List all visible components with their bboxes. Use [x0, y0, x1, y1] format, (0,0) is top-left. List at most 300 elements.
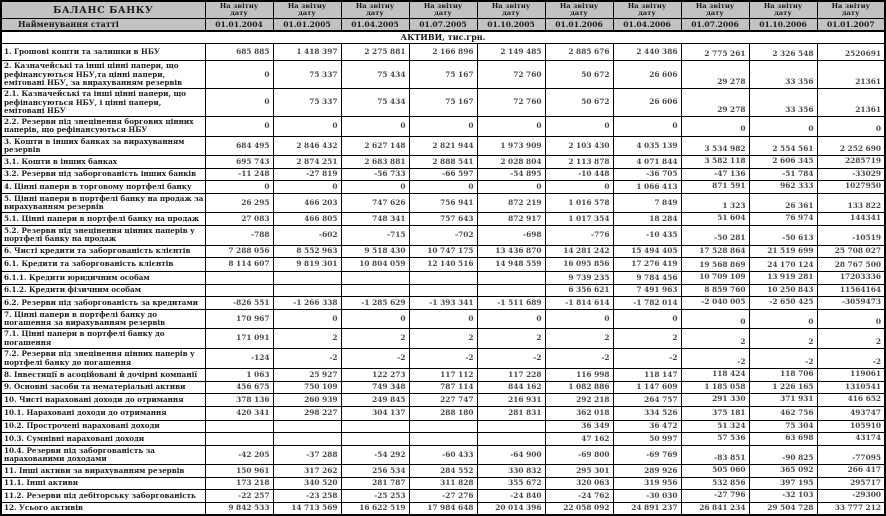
value-cell: 1 016 578 — [545, 193, 613, 213]
value-cell — [409, 433, 477, 446]
assets-section-row — [1, 31, 885, 44]
value-cell: 17 984 648 — [409, 502, 477, 515]
value-cell — [341, 272, 409, 285]
report-date-line1: На звітну — [355, 2, 395, 10]
report-date-header — [749, 1, 817, 19]
table-row-3 — [1, 136, 885, 156]
value-cell: -10 448 — [545, 168, 613, 181]
value-cell: 22 058 092 — [545, 502, 613, 515]
value-cell: 21 519 699 — [749, 245, 817, 258]
row-label: 10.3. Сумнівні нараховані доходи — [1, 433, 205, 446]
value-cell: 43174 — [817, 433, 885, 446]
value-cell: -24 840 — [477, 490, 545, 503]
report-date-line2: дату — [230, 9, 248, 18]
row-label: 6. Чисті кредити та заборгованість клієнтів — [1, 245, 205, 258]
value-cell — [409, 284, 477, 297]
date-header: 01.01.2005 — [273, 19, 341, 32]
value-cell: 10 250 843 — [749, 284, 817, 297]
value-cell: 0 — [409, 309, 477, 329]
value-cell: 27 083 — [205, 213, 273, 226]
value-cell: -37 288 — [273, 445, 341, 465]
value-cell: 3 534 982 — [681, 136, 749, 156]
value-cell: -2 — [409, 349, 477, 369]
value-cell: 749 348 — [341, 381, 409, 394]
table-row-6.1 — [1, 258, 885, 272]
value-cell: 133 822 — [817, 193, 885, 213]
report-date-header — [817, 1, 885, 19]
row-label: 9. Основні засоби та нематеріальні активи — [1, 381, 205, 394]
value-cell: 2 103 430 — [545, 136, 613, 156]
value-cell — [205, 420, 273, 433]
value-cell: 0 — [205, 181, 273, 194]
value-cell: -826 551 — [205, 297, 273, 310]
value-cell: 748 341 — [341, 213, 409, 226]
value-cell — [205, 272, 273, 285]
value-cell: 14 281 242 — [545, 245, 613, 258]
value-cell: 28 767 500 — [817, 258, 885, 272]
report-date-header — [341, 1, 409, 19]
value-cell — [273, 284, 341, 297]
value-cell: 116 998 — [545, 369, 613, 382]
date-header: 01.07.2005 — [409, 19, 477, 32]
value-cell: 26 841 234 — [681, 502, 749, 515]
row-label: 5. Цінні папери в портфелі банку на продаж за вирахуванням резервів — [1, 193, 205, 213]
value-cell: 256 534 — [341, 465, 409, 478]
value-cell: 0 — [273, 309, 341, 329]
value-cell: -47 136 — [681, 168, 749, 181]
value-cell: 0 — [341, 309, 409, 329]
value-cell: 378 136 — [205, 394, 273, 407]
value-cell — [409, 420, 477, 433]
value-cell: 416 652 — [817, 394, 885, 407]
value-cell: 0 — [477, 181, 545, 194]
value-cell: 0 — [341, 117, 409, 137]
value-cell: 362 018 — [545, 406, 613, 420]
table-row-4 — [1, 181, 885, 194]
value-cell: -2 — [545, 349, 613, 369]
value-cell: 371 931 — [749, 394, 817, 407]
row-label: 3. Кошти в інших банках за вирахуванням резервів — [1, 136, 205, 156]
value-cell: -69 769 — [613, 445, 681, 465]
value-cell: 117 112 — [409, 369, 477, 382]
value-cell: 118 147 — [613, 369, 681, 382]
value-cell: 29 504 728 — [749, 502, 817, 515]
value-cell: -23 258 — [273, 490, 341, 503]
value-cell — [409, 272, 477, 285]
value-cell: 1 323 — [681, 193, 749, 213]
value-cell: 75 434 — [341, 61, 409, 89]
value-cell: 75 167 — [409, 61, 477, 89]
value-cell: 76 974 — [749, 213, 817, 226]
value-cell: 1 185 058 — [681, 381, 749, 394]
value-cell: 317 262 — [273, 465, 341, 478]
value-cell: 0 — [273, 181, 341, 194]
row-label: 2.1. Казначейські та інші цінні папери, що рефінансуються НБУ, і цінні папери, емітовані НБУ — [1, 89, 205, 117]
value-cell: 29 278 — [681, 61, 749, 89]
row-label: 1. Грошові кошти та залишки в НБУ — [1, 44, 205, 61]
report-date-line1: На звітну — [219, 2, 259, 10]
table-row-7.1 — [1, 329, 885, 349]
value-cell: 0 — [817, 117, 885, 137]
date-header: 01.07.2006 — [681, 19, 749, 32]
report-date-line2: дату — [774, 9, 792, 18]
assets-section-label: АКТИВИ, тис.грн. — [1, 31, 885, 44]
row-label: 7. Цінні папери в портфелі банку до погашення за вирахуванням резервів — [1, 309, 205, 329]
value-cell: 0 — [681, 117, 749, 137]
table-row-2 — [1, 61, 885, 89]
value-cell: 2 149 485 — [477, 44, 545, 61]
value-cell: 10 747 175 — [409, 245, 477, 258]
value-cell: 6 356 621 — [545, 284, 613, 297]
table-row-1 — [1, 44, 885, 61]
value-cell: 118 706 — [749, 369, 817, 382]
date-header: 01.10.2005 — [477, 19, 545, 32]
value-cell: -77095 — [817, 445, 885, 465]
value-cell: 7 491 963 — [613, 284, 681, 297]
value-cell: 2 554 561 — [749, 136, 817, 156]
table-row-3.2 — [1, 168, 885, 181]
value-cell: 0 — [205, 89, 273, 117]
value-cell: 0 — [205, 61, 273, 89]
row-label: 12. Усього активів — [1, 502, 205, 515]
value-cell: 14 948 559 — [477, 258, 545, 272]
value-cell: 340 520 — [273, 477, 341, 490]
value-cell: -30 030 — [613, 490, 681, 503]
value-cell: -27 819 — [273, 168, 341, 181]
value-cell: 0 — [205, 117, 273, 137]
table-row-6.1.2 — [1, 284, 885, 297]
value-cell: 18 284 — [613, 213, 681, 226]
value-cell: 2 440 386 — [613, 44, 681, 61]
value-cell: 320 063 — [545, 477, 613, 490]
value-cell: 122 273 — [341, 369, 409, 382]
value-cell: 0 — [409, 181, 477, 194]
value-cell: 9 819 301 — [273, 258, 341, 272]
table-row-2.2 — [1, 117, 885, 137]
value-cell: 1027950 — [817, 181, 885, 194]
value-cell: -2 040 005 — [681, 297, 749, 310]
table-row-11.2 — [1, 490, 885, 503]
value-cell: 1 147 609 — [613, 381, 681, 394]
value-cell: 26 606 — [613, 61, 681, 89]
value-cell: 2 166 896 — [409, 44, 477, 61]
value-cell: 17 276 419 — [613, 258, 681, 272]
row-label: 10.4. Резерви під заборгованість за нарахованими доходами — [1, 445, 205, 465]
value-cell: 2 — [749, 329, 817, 349]
value-cell: 844 162 — [477, 381, 545, 394]
value-cell: -2 — [477, 349, 545, 369]
row-label: 2.2. Резерви під знецінення боргових цінних паперів, що рефінансуються НБУ — [1, 117, 205, 137]
value-cell: 0 — [545, 117, 613, 137]
date-header: 01.04.2005 — [341, 19, 409, 32]
value-cell: 284 552 — [409, 465, 477, 478]
report-date-line1: На звітну — [831, 2, 870, 10]
value-cell: 0 — [273, 117, 341, 137]
value-cell: 0 — [749, 117, 817, 137]
report-date-line2: дату — [706, 9, 724, 18]
value-cell — [341, 284, 409, 297]
value-cell: 2 — [273, 329, 341, 349]
table-row-11.1 — [1, 477, 885, 490]
report-date-header — [545, 1, 613, 19]
value-cell: 2 028 804 — [477, 156, 545, 169]
value-cell: 330 832 — [477, 465, 545, 478]
row-label: 10.1. Нараховані доходи до отримання — [1, 406, 205, 420]
table-row-12 — [1, 502, 885, 515]
value-cell: -36 705 — [613, 168, 681, 181]
value-cell: -10519 — [817, 225, 885, 245]
value-cell: -715 — [341, 225, 409, 245]
value-cell: -64 900 — [477, 445, 545, 465]
value-cell: 295 301 — [545, 465, 613, 478]
table-row-10 — [1, 394, 885, 407]
date-header: 01.01.2007 — [817, 19, 885, 32]
value-cell: 295717 — [817, 477, 885, 490]
row-label: 7.2. Резерви під знецінення цінних паперів у портфелі банку до погашення — [1, 349, 205, 369]
value-cell: -10 435 — [613, 225, 681, 245]
row-label: 6.1.2. Кредити фізичним особам — [1, 284, 205, 297]
value-cell: 3 582 118 — [681, 156, 749, 169]
report-date-header — [613, 1, 681, 19]
report-date-line2: дату — [570, 9, 588, 18]
row-label: 11.1. Інші активи — [1, 477, 205, 490]
value-cell: 72 760 — [477, 89, 545, 117]
value-cell: -2 — [613, 349, 681, 369]
value-cell — [205, 433, 273, 446]
value-cell: 1 418 397 — [273, 44, 341, 61]
value-cell: 17203336 — [817, 272, 885, 285]
value-cell: -22 257 — [205, 490, 273, 503]
value-cell: 756 941 — [409, 193, 477, 213]
value-cell: 0 — [477, 309, 545, 329]
report-date-line1: На звітну — [695, 2, 735, 10]
value-cell — [273, 433, 341, 446]
value-cell: -24 762 — [545, 490, 613, 503]
report-date-header — [205, 1, 273, 19]
value-cell: 0 — [681, 309, 749, 329]
value-cell: 14 713 569 — [273, 502, 341, 515]
report-date-line1: На звітну — [559, 2, 599, 10]
value-cell: 9 842 533 — [205, 502, 273, 515]
value-cell: 63 698 — [749, 433, 817, 446]
row-label: 6.2. Резерви під заборгованість за кредитами — [1, 297, 205, 310]
dates-header-row — [1, 19, 885, 32]
value-cell: 50 997 — [613, 433, 681, 446]
value-cell: -2 — [341, 349, 409, 369]
value-cell: -60 433 — [409, 445, 477, 465]
value-cell: 2 326 548 — [749, 44, 817, 61]
value-cell: 33 777 212 — [817, 502, 885, 515]
value-cell: -124 — [205, 349, 273, 369]
value-cell: 171 091 — [205, 329, 273, 349]
value-cell: 466 203 — [273, 193, 341, 213]
value-cell: -2 — [749, 349, 817, 369]
value-cell: 26 606 — [613, 89, 681, 117]
row-label: 10. Чисті нараховані доходи до отримання — [1, 394, 205, 407]
value-cell: 0 — [817, 309, 885, 329]
value-cell: 144341 — [817, 213, 885, 226]
row-label: 4. Цінні папери в торговому портфелі банку — [1, 181, 205, 194]
value-cell: 466 805 — [273, 213, 341, 226]
value-cell: 25 927 — [273, 369, 341, 382]
value-cell: 0 — [545, 181, 613, 194]
value-cell: -54 895 — [477, 168, 545, 181]
value-cell: 365 092 — [749, 465, 817, 478]
value-cell: 1310541 — [817, 381, 885, 394]
value-cell: 118 424 — [681, 369, 749, 382]
value-cell: 420 341 — [205, 406, 273, 420]
date-header: 01.01.2004 — [205, 19, 273, 32]
row-label: 5.2. Резерви під знецінення цінних паперів у портфелі банку на продаж — [1, 225, 205, 245]
value-cell: -66 597 — [409, 168, 477, 181]
value-cell: 4 071 844 — [613, 156, 681, 169]
value-cell: 532 856 — [681, 477, 749, 490]
date-header: 01.04.2006 — [613, 19, 681, 32]
value-cell: 57 536 — [681, 433, 749, 446]
value-cell: -2 — [273, 349, 341, 369]
value-cell: 493747 — [817, 406, 885, 420]
row-label: 6.1.1. Кредити юридичним особам — [1, 272, 205, 285]
value-cell: -51 784 — [749, 168, 817, 181]
table-body — [1, 31, 885, 515]
value-cell: 51 324 — [681, 420, 749, 433]
value-cell: -1 511 689 — [477, 297, 545, 310]
value-cell: 872 917 — [477, 213, 545, 226]
value-cell: 2 — [409, 329, 477, 349]
report-date-header-row — [1, 1, 885, 19]
report-date-line1: На звітну — [287, 2, 327, 10]
value-cell: 684 495 — [205, 136, 273, 156]
value-cell — [341, 433, 409, 446]
row-label: 7.1. Цінні папери в портфелі банку до погашення — [1, 329, 205, 349]
value-cell: 2 275 881 — [341, 44, 409, 61]
report-date-line2: дату — [298, 9, 316, 18]
value-cell: 2 606 345 — [749, 156, 817, 169]
value-cell: 24 170 124 — [749, 258, 817, 272]
value-cell: 685 885 — [205, 44, 273, 61]
date-header: 01.01.2006 — [545, 19, 613, 32]
value-cell: 2 — [817, 329, 885, 349]
value-cell: 456 675 — [205, 381, 273, 394]
value-cell: -42 205 — [205, 445, 273, 465]
value-cell: 1 082 886 — [545, 381, 613, 394]
value-cell: 375 181 — [681, 406, 749, 420]
value-cell: 0 — [477, 117, 545, 137]
value-cell: 2 — [341, 329, 409, 349]
value-cell: 260 939 — [273, 394, 341, 407]
value-cell: 12 140 516 — [409, 258, 477, 272]
value-cell: 20 014 396 — [477, 502, 545, 515]
value-cell: 281 787 — [341, 477, 409, 490]
value-cell: 2 — [681, 329, 749, 349]
value-cell: -90 825 — [749, 445, 817, 465]
value-cell: 249 845 — [341, 394, 409, 407]
value-cell: 9 739 235 — [545, 272, 613, 285]
value-cell: 173 218 — [205, 477, 273, 490]
value-cell: 10 709 109 — [681, 272, 749, 285]
value-cell: -50 281 — [681, 225, 749, 245]
value-cell: -2 — [817, 349, 885, 369]
report-date-line1: На звітну — [491, 2, 531, 10]
value-cell: -2 650 425 — [749, 297, 817, 310]
value-cell: 747 626 — [341, 193, 409, 213]
table-row-10.4 — [1, 445, 885, 465]
value-cell: 7 849 — [613, 193, 681, 213]
value-cell: 2 683 881 — [341, 156, 409, 169]
table-row-10.2 — [1, 420, 885, 433]
value-cell: 1 066 413 — [613, 181, 681, 194]
value-cell: 0 — [613, 309, 681, 329]
value-cell: 36 349 — [545, 420, 613, 433]
value-cell: 334 526 — [613, 406, 681, 420]
value-cell: -32 103 — [749, 490, 817, 503]
date-header: 01.10.2006 — [749, 19, 817, 32]
value-cell: 50 672 — [545, 61, 613, 89]
value-cell: 216 931 — [477, 394, 545, 407]
value-cell: 0 — [409, 117, 477, 137]
row-label: 2. Казначейські та інші цінні папери, що рефінансуються НБУ,та цінні папери, емітовані НБУ, за вирахуванням резервів — [1, 61, 205, 89]
value-cell: -788 — [205, 225, 273, 245]
value-cell — [477, 284, 545, 297]
table-row-9 — [1, 381, 885, 394]
value-cell: 266 417 — [817, 465, 885, 478]
report-date-header — [681, 1, 749, 19]
value-cell: 2 252 690 — [817, 136, 885, 156]
value-cell: 397 195 — [749, 477, 817, 490]
value-cell: 2 113 878 — [545, 156, 613, 169]
value-cell: 2 885 676 — [545, 44, 613, 61]
row-label: 11. Інші активи за вирахуванням резервів — [1, 465, 205, 478]
value-cell: 288 180 — [409, 406, 477, 420]
report-date-line2: дату — [434, 9, 452, 18]
value-cell: 9 518 430 — [341, 245, 409, 258]
value-cell: 289 926 — [613, 465, 681, 478]
value-cell: 695 743 — [205, 156, 273, 169]
table-header — [1, 1, 885, 31]
row-label: 11.2. Резерви під дебіторську заборгованість — [1, 490, 205, 503]
value-cell: 355 672 — [477, 477, 545, 490]
value-cell: 24 891 237 — [613, 502, 681, 515]
report-date-line1: На звітну — [627, 2, 667, 10]
value-cell: 2 888 541 — [409, 156, 477, 169]
value-cell: -33029 — [817, 168, 885, 181]
value-cell: 292 218 — [545, 394, 613, 407]
table-row-5.2 — [1, 225, 885, 245]
value-cell: 47 162 — [545, 433, 613, 446]
value-cell: 871 591 — [681, 181, 749, 194]
value-cell: 75 337 — [273, 89, 341, 117]
report-date-header — [409, 1, 477, 19]
value-cell: 2 821 944 — [409, 136, 477, 156]
table-row-5 — [1, 193, 885, 213]
value-cell: 2285719 — [817, 156, 885, 169]
value-cell: -27 796 — [681, 490, 749, 503]
value-cell: -1 393 341 — [409, 297, 477, 310]
value-cell: 17 528 864 — [681, 245, 749, 258]
value-cell: 0 — [613, 117, 681, 137]
value-cell — [477, 420, 545, 433]
row-label: 6.1. Кредити та заборгованість клієнтів — [1, 258, 205, 272]
row-label: 5.1. Цінні папери в портфелі банку на продаж — [1, 213, 205, 226]
value-cell — [205, 284, 273, 297]
value-cell: -1 782 014 — [613, 297, 681, 310]
value-cell: 75 434 — [341, 89, 409, 117]
value-cell: 26 295 — [205, 193, 273, 213]
value-cell — [273, 420, 341, 433]
value-cell: -776 — [545, 225, 613, 245]
value-cell: 150 961 — [205, 465, 273, 478]
table-row-7 — [1, 309, 885, 329]
